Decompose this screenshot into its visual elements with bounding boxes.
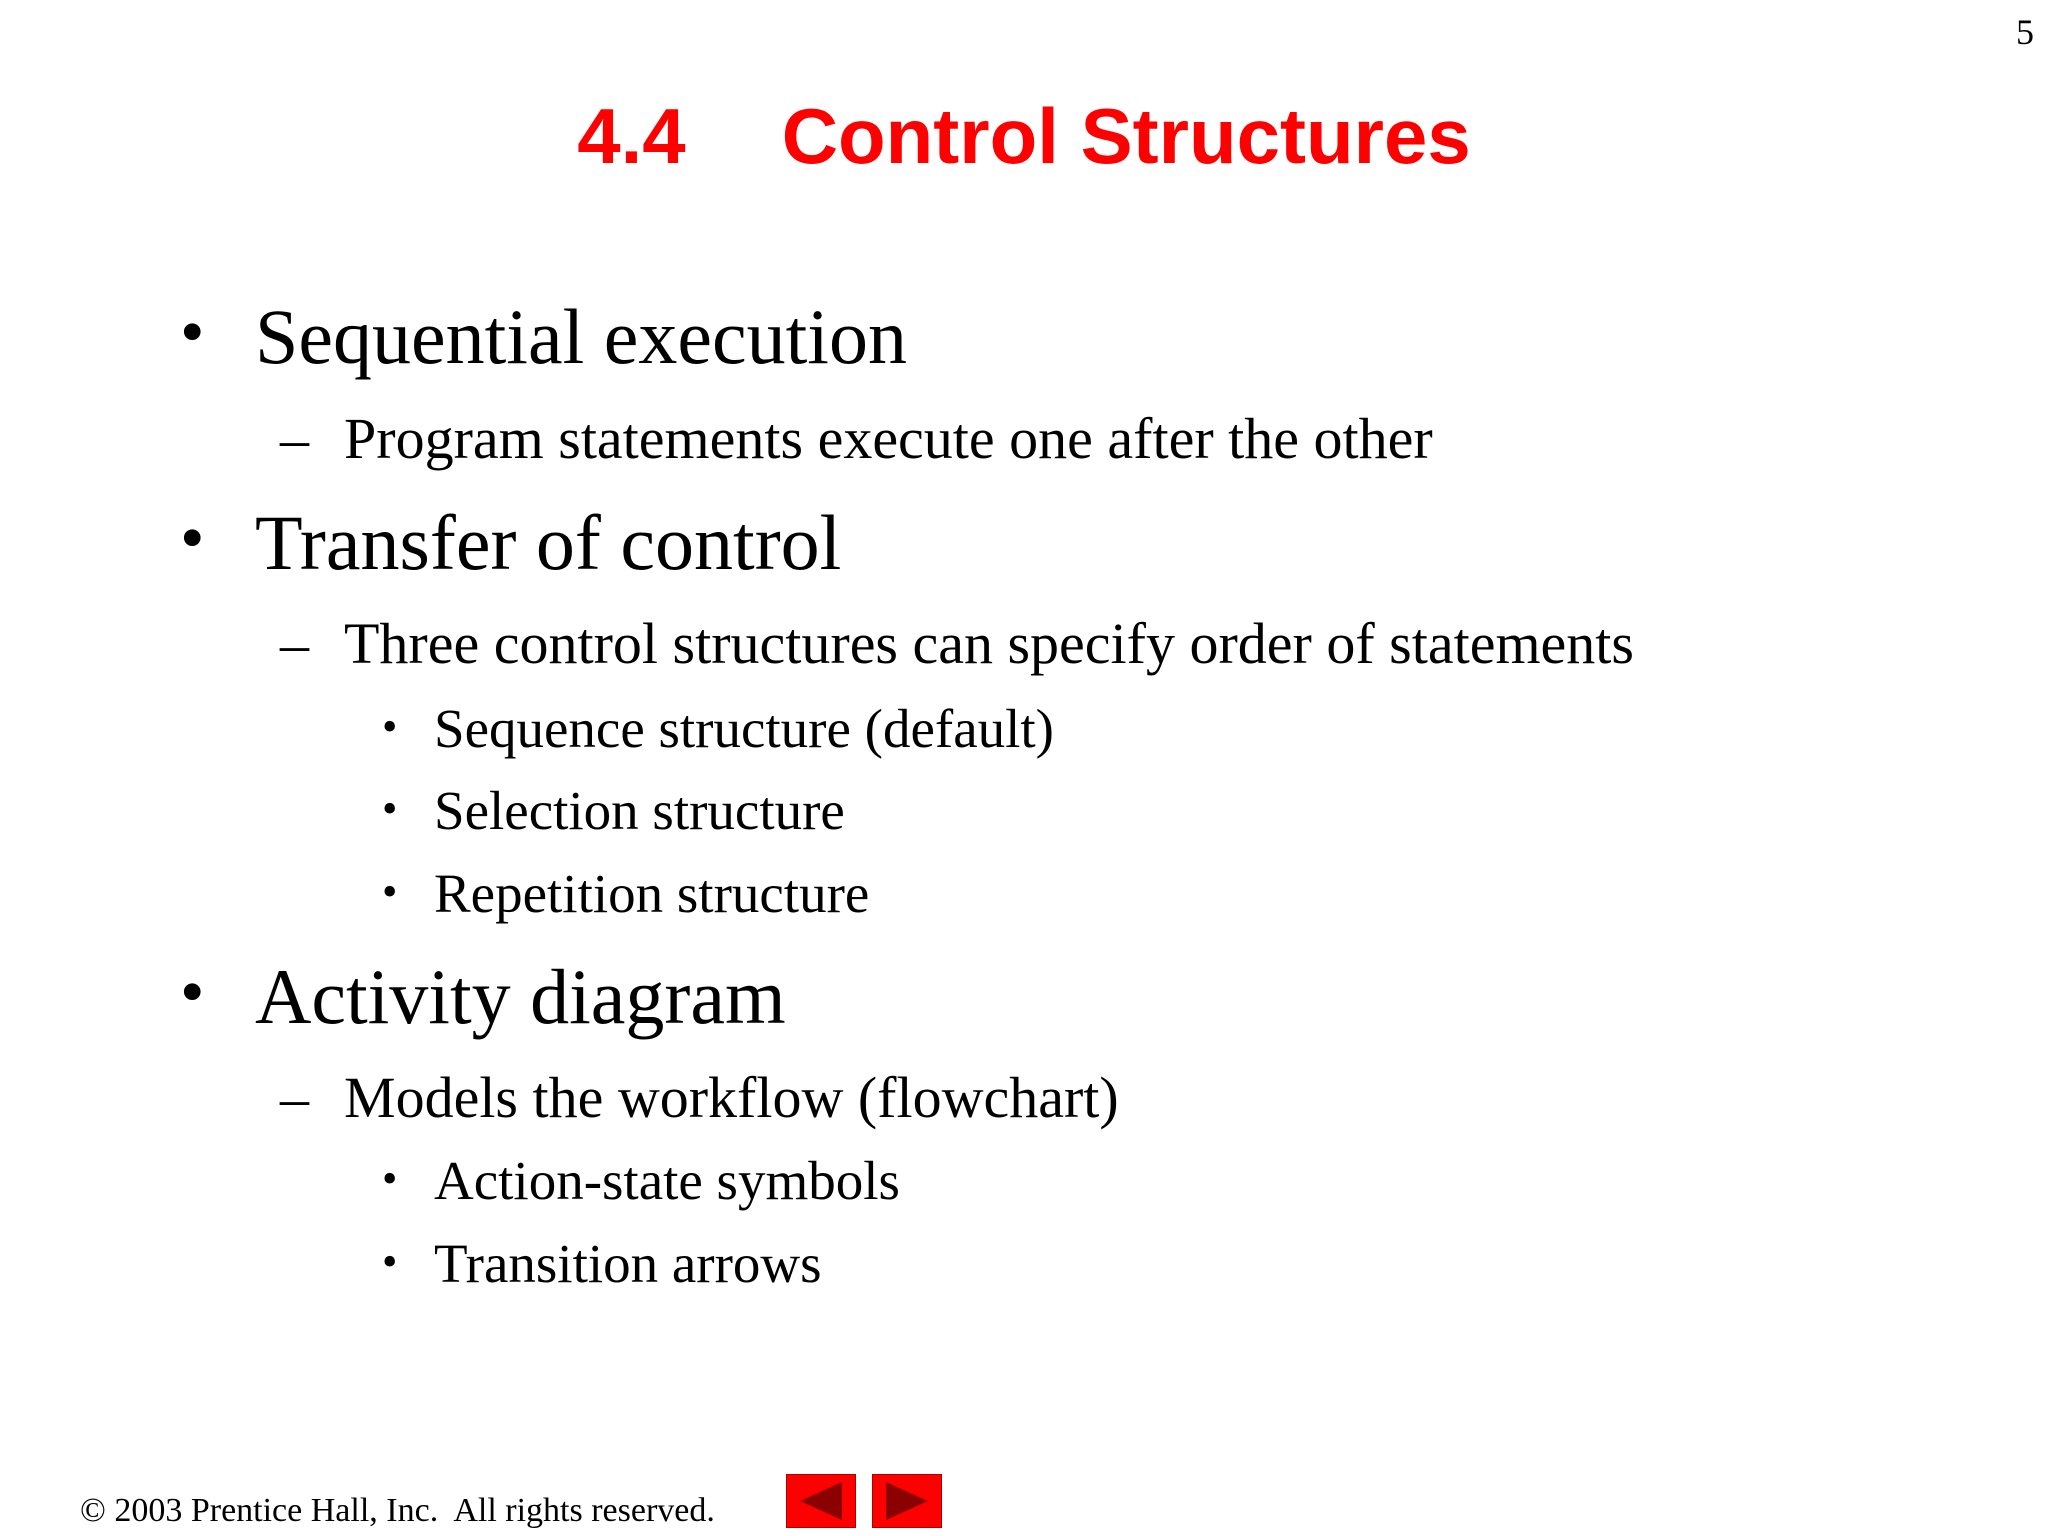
- previous-slide-button[interactable]: [786, 1474, 856, 1528]
- item-selection-structure: [382, 780, 845, 841]
- bullet-transfer-of-control: [180, 499, 842, 586]
- bullet-text: Activity diagram: [255, 953, 786, 1040]
- next-slide-button[interactable]: [872, 1474, 942, 1528]
- item-text: Repetition structure: [434, 863, 870, 924]
- dash-marker: –: [280, 406, 309, 471]
- bullet-marker: •: [382, 1154, 398, 1203]
- item-action-state-symbols: [382, 1150, 900, 1211]
- dash-marker: –: [280, 1065, 309, 1130]
- subbullet-text: Models the workflow (flowchart): [344, 1065, 1119, 1130]
- bullet-text: Transfer of control: [255, 499, 842, 586]
- subbullet-program-statements: [280, 406, 1433, 471]
- bullet-marker: •: [180, 294, 205, 371]
- subbullet-text: Program statements execute one after the other: [344, 406, 1433, 471]
- bullet-activity-diagram: [180, 953, 786, 1040]
- bullet-marker: •: [382, 784, 398, 833]
- subbullet-models-the-workflow: [280, 1065, 1119, 1130]
- subbullet-text: Three control structures can specify order of statements: [344, 611, 1634, 676]
- copyright-icon: ©: [80, 1492, 106, 1529]
- item-repetition-structure: [382, 863, 870, 924]
- bullet-marker: •: [382, 702, 398, 751]
- item-text: Sequence structure (default): [434, 698, 1054, 759]
- section-number: 4.4: [577, 92, 686, 180]
- dash-marker: –: [280, 611, 309, 676]
- slide-title: [0, 94, 2048, 180]
- item-text: Transition arrows: [434, 1233, 822, 1294]
- bullet-marker: •: [382, 867, 398, 916]
- copyright-text: 2003 Prentice Hall, Inc. All rights reserved.: [105, 1492, 715, 1529]
- triangle-left-icon: [786, 1474, 856, 1528]
- bullet-sequential-execution: [180, 293, 907, 380]
- title-text: Control Structures: [781, 92, 1471, 180]
- item-text: Selection structure: [434, 780, 845, 841]
- bullet-marker: •: [180, 954, 205, 1031]
- copyright-footer: [80, 1494, 715, 1528]
- bullet-text: Sequential execution: [255, 293, 907, 380]
- page-number: 5: [2016, 12, 2034, 52]
- subbullet-three-control-structures: [280, 611, 1634, 676]
- bullet-marker: •: [382, 1237, 398, 1286]
- item-transition-arrows: [382, 1233, 822, 1294]
- bullet-marker: •: [180, 500, 205, 577]
- triangle-right-icon: [872, 1474, 942, 1528]
- item-sequence-structure: [382, 698, 1054, 759]
- item-text: Action-state symbols: [434, 1150, 900, 1211]
